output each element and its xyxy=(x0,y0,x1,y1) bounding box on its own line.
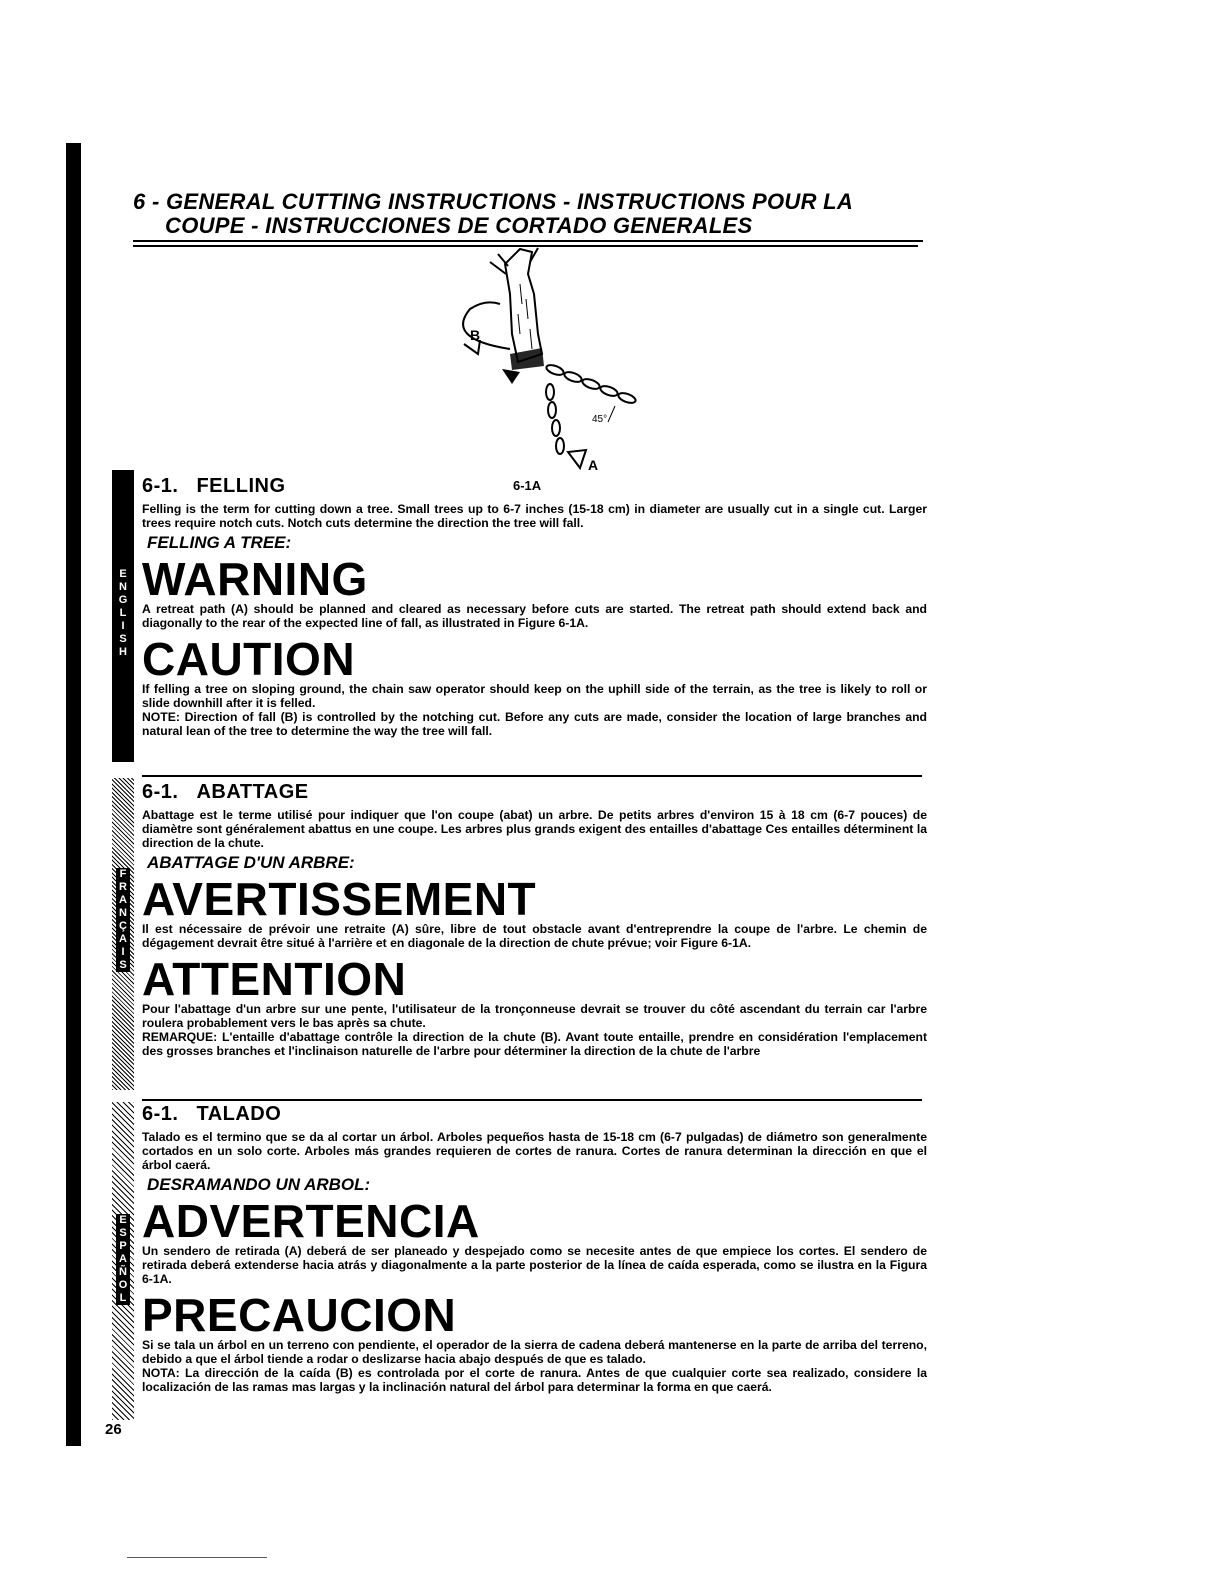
tab-letter: E xyxy=(116,1214,130,1227)
label-b: B xyxy=(470,327,481,343)
section-divider xyxy=(142,775,922,777)
caution-text: Si se tala un árbol en un terreno con pendiente, el operador de la sierra de cadena deberá mantenerse en la parte de arriba del terreno, debido a que el árbol tiende a rodar o deslizarse hacia abajo después de que es talado. xyxy=(142,1338,927,1366)
tree-trunk xyxy=(505,249,542,362)
subheading: DESRAMANDO UN ARBOL: xyxy=(147,1175,371,1194)
warning-title: AVERTISSEMENT xyxy=(142,873,537,925)
warning-text: A retreat path (A) should be planned and cleared as necessary before cuts are started. The retreat path should extend back and diagonally to the rear of the expected line of fall, as illustrated in Figure 6-1A. xyxy=(142,602,927,630)
intro-paragraph: Talado es el termino que se da al cortar un árbol. Arboles pequeños hasta de 15-18 cm (6-7 pulgadas) de diámetro son generalmente cortados en un solo corte. Arboles más grandes requieren de cortes de ranura. Cortes de ranura determinan la dirección en que el árbol caerá. xyxy=(142,1130,927,1172)
figure-caption: 6-1A xyxy=(513,478,542,493)
tab-letter: Ç xyxy=(116,920,130,933)
label-a: A xyxy=(588,457,599,473)
note-text: NOTE: Direction of fall (B) is controlled by the notching cut. Before any cuts are made, consider the location of large branches and natural lean of the tree to determine the way the tree will fall. xyxy=(142,710,927,738)
french-content xyxy=(142,780,927,1058)
retreat-path-chain xyxy=(545,363,637,454)
heading-text: TALADO xyxy=(196,1103,282,1125)
warning-text: Il est nécessaire de prévoir une retraite (A) sûre, libre de tout obstacle avant d'entreprendre la coupe de l'arbre. Le chemin de dégagement devrait être situé à l'arrière et en diagonale de la direction de chute prévue; voir Figure 6-1A. xyxy=(142,922,927,950)
intro-paragraph: Abattage est le terme utilisé pour indiquer que l'on coupe (abat) un arbre. De petits arbres d'environ 15 à 18 cm (6-7 pouces) de diamètre sont généralement abattus en une coupe. Les arbres plus grands exigent des entailles d'abattage Ces entailles déterminent la direction de la chute. xyxy=(142,808,927,850)
tab-letter: L xyxy=(116,1292,130,1305)
note-text: REMARQUE: L'entaille d'abattage contrôle la direction de la chute (B). Avant toute entaille, prendre en considération l'emplacement des grosses branches et l'inclinaison naturelle de l'arbre pour déterminer la direction de la chute de l'arbre xyxy=(142,1030,927,1058)
note-text: NOTA: La dirección de la caída (B) es controlada por el corte de ranura. Antes de que cualquier corte sea realizado, considere la localización de las ramas mas largas y la inclinación natural del árbol para determinar la forma en que caerá. xyxy=(142,1366,927,1394)
section-heading xyxy=(142,474,927,498)
warning-title: ADVERTENCIA xyxy=(142,1195,480,1247)
angle-label: 45° xyxy=(592,414,608,425)
caution-text: If felling a tree on sloping ground, the chain saw operator should keep on the uphill side of the terrain, as the tree is likely to roll or slide downhill after it is felled. xyxy=(142,682,927,710)
tab-letter: R xyxy=(116,881,130,894)
spanish-section xyxy=(112,1102,927,1422)
felling-diagram xyxy=(450,244,670,489)
english-tab-letters xyxy=(112,568,134,659)
caution-title: PRECAUCION xyxy=(142,1289,457,1341)
caution-text: Pour l'abattage d'un arbre sur une pente, l'utilisateur de la tronçonneuse devrait se trouver du côté ascendant du terrain car l'arbre roulera probablement vers le bas après sa chute. xyxy=(142,1002,927,1030)
tab-letter: S xyxy=(116,633,130,646)
footer-line xyxy=(127,1557,267,1558)
tab-letter: S xyxy=(116,959,130,972)
tab-letter: I xyxy=(116,946,130,959)
retreat-arrow xyxy=(568,450,586,468)
tab-letter: N xyxy=(116,581,130,594)
subheading: ABATTAGE D'UN ARBRE: xyxy=(147,853,355,872)
english-content xyxy=(142,474,927,738)
tab-letter: N xyxy=(116,907,130,920)
tab-letter: A xyxy=(116,894,130,907)
english-section xyxy=(112,470,927,770)
heading-text: FELLING xyxy=(196,475,286,497)
intro-paragraph: Felling is the term for cutting down a tree. Small trees up to 6-7 inches (15-18 cm) in diameter are usually cut in a single cut. Larger trees require notch cuts. Notch cuts determine the direction the tree will fall. xyxy=(142,502,927,530)
french-tab-letters xyxy=(112,868,134,972)
tab-letter: E xyxy=(116,568,130,581)
page-title xyxy=(133,190,923,247)
warning-title: WARNING xyxy=(142,553,368,605)
spanish-content xyxy=(142,1102,927,1394)
page-title-line-2: COUPE - INSTRUCCIONES DE CORTADO GENERALES xyxy=(133,214,923,242)
section-heading xyxy=(142,1102,927,1126)
heading-text: ABATTAGE xyxy=(196,781,309,803)
tab-letter: H xyxy=(116,646,130,659)
retreat-arrow-head xyxy=(502,369,520,384)
tab-letter: A xyxy=(116,933,130,946)
tab-letter: Ñ xyxy=(116,1266,130,1279)
subheading: FELLING A TREE: xyxy=(147,533,292,552)
heading-number: 6-1. xyxy=(142,1103,179,1125)
caution-title: ATTENTION xyxy=(142,953,407,1005)
page-title-line-1: 6 - GENERAL CUTTING INSTRUCTIONS - INSTRUCTIONS POUR LA xyxy=(133,189,854,214)
tab-letter: G xyxy=(116,594,130,607)
tab-letter: P xyxy=(116,1240,130,1253)
section-heading xyxy=(142,780,927,804)
tab-letter: A xyxy=(116,1253,130,1266)
spanish-tab-letters xyxy=(112,1214,134,1305)
section-divider xyxy=(142,1099,922,1101)
page-edge-bar xyxy=(66,143,81,1446)
french-section xyxy=(112,778,927,1093)
heading-number: 6-1. xyxy=(142,475,179,497)
tab-letter: O xyxy=(116,1279,130,1292)
tab-letter: S xyxy=(116,1227,130,1240)
tab-letter: I xyxy=(116,620,130,633)
page-number: 26 xyxy=(105,1421,122,1438)
warning-text: Un sendero de retirada (A) deberá de ser planeado y despejado como se necesite antes de que empiece los cortes. El sendero de retirada deberá extenderse hacia atrás y diagonalmente a la parte posterior de la línea de caída esperada, como se ilustra en la Figura 6-1A. xyxy=(142,1244,927,1286)
heading-number: 6-1. xyxy=(142,781,179,803)
tab-letter: F xyxy=(116,868,130,881)
tab-letter: L xyxy=(116,607,130,620)
caution-title: CAUTION xyxy=(142,633,356,685)
tree-illustration xyxy=(450,244,670,489)
